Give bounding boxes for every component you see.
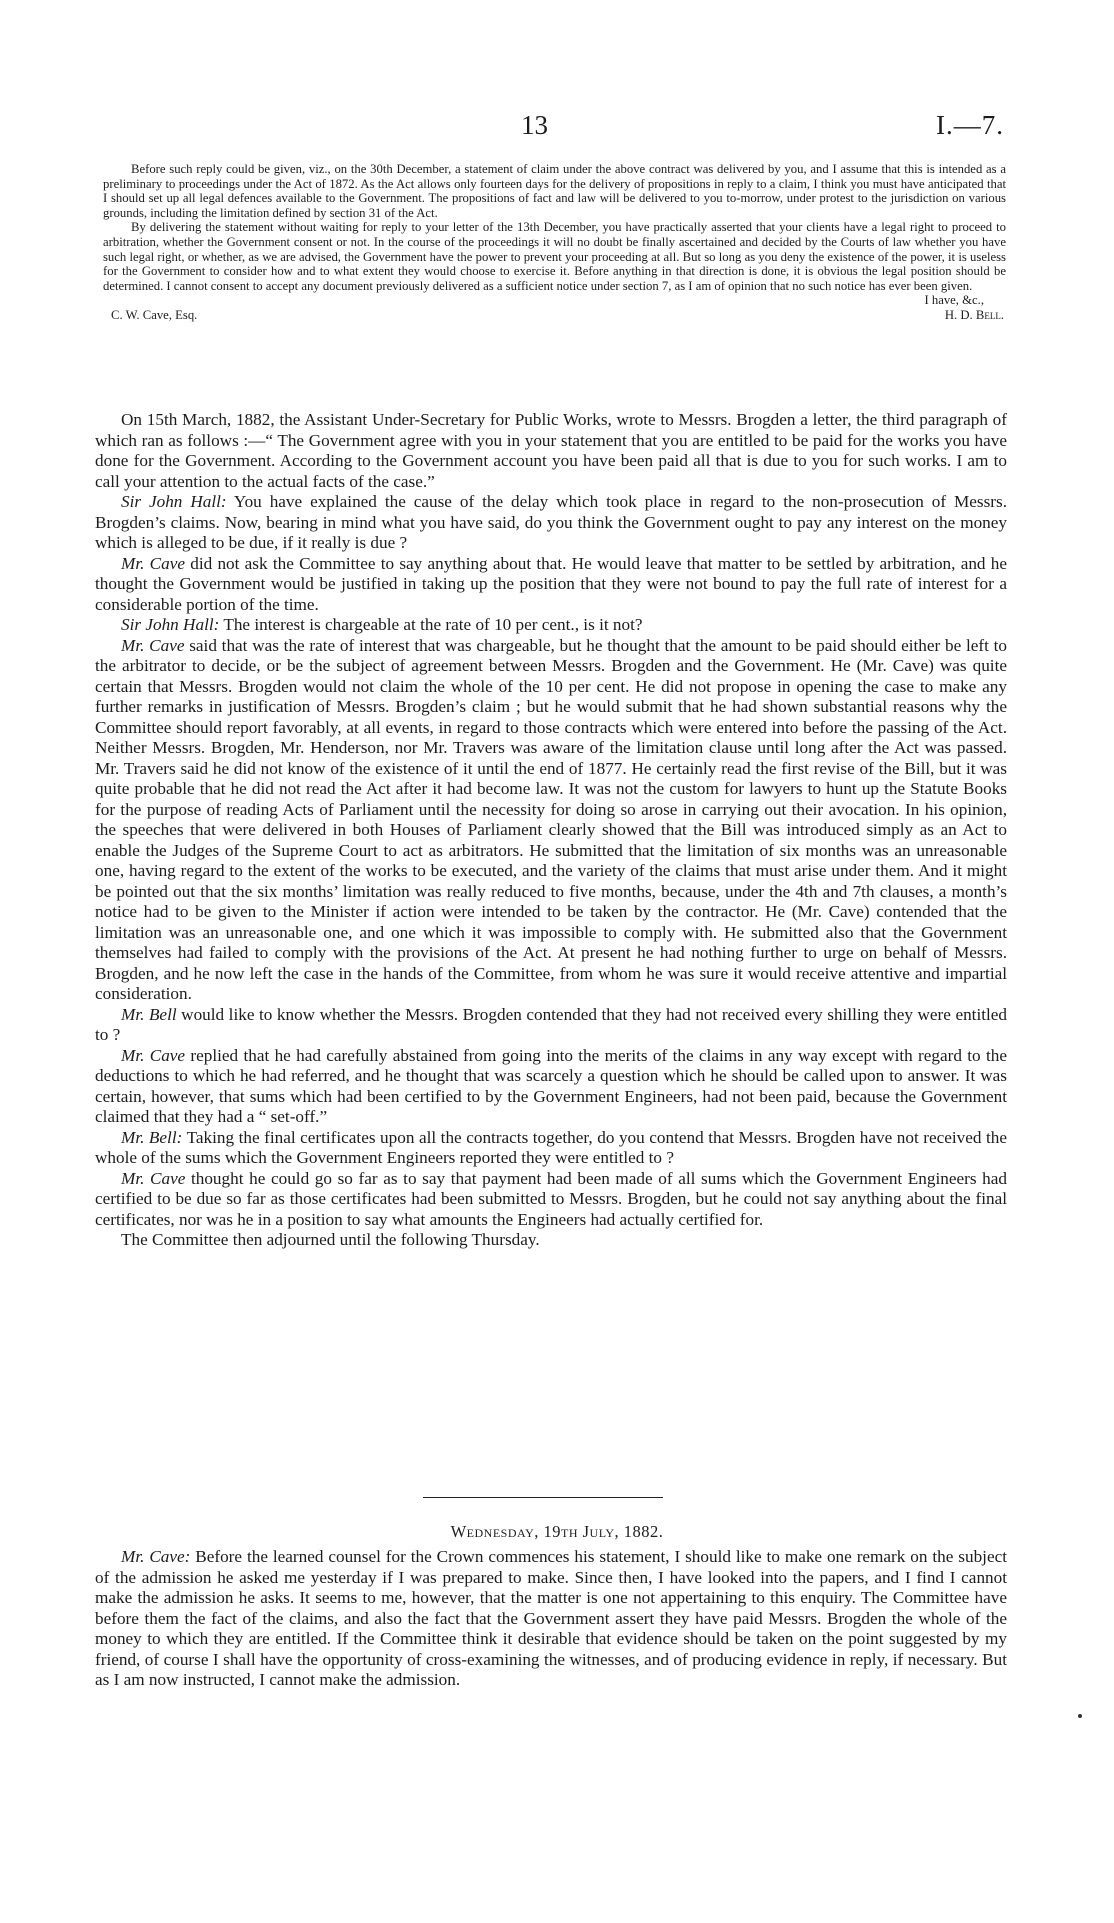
speaker: Mr. Cave (121, 553, 185, 573)
letter-closing: I have, &c., (924, 293, 984, 308)
speaker: Mr. Bell (121, 1004, 177, 1024)
letter-paragraph: Before such reply could be given, viz., on the 30th December, a statement of claim under the above contract was delivered by you, and I assume that this is intended as a preliminary to proceedings under the Act of 1872. As the Act allows only fourteen days for the delivery of propositions in reply to a claim, I think you must have anticipated that I should set up all legal defences available to the Government. The propositions of fact and law will be delivered to you to-morrow, under protest to the jurisdiction on various grounds, including the limitation defined by section 31 of the Act. (103, 162, 1006, 220)
paragraph: On 15th March, 1882, the Assistant Under-Secretary for Public Works, wrote to Messrs. Brogden a letter, the third paragraph of which ran as follows :—“ The Government agree with you in your statement that you are entitled to be paid for the works you have done for the Government. According to the Government account you have been paid all that is due to you for such works. I am to call your attention to the actual facts of the case.” (95, 410, 1007, 491)
proceedings-text (95, 410, 1007, 1251)
letter-paragraph: By delivering the statement without waiting for reply to your letter of the 13th December, you have practically asserted that your clients have a legal right to proceed to arbitration, whether the Government consent or not. In the course of the proceedings it will no doubt be finally ascertained and decided by the Courts of law whether you have such legal right, or whether, as we are advised, the Government have the power to prevent your proceeding at all. But so long as you deny the existence of the power, it is useless for the Government to consider how and to what extent they would choose to exercise it. Before anything in that direction is done, it is obvious the legal position should be determined. I cannot consent to accept any document previously delivered as a sufficient notice under section 7, as I am of opinion that no such notice has ever been given. (103, 220, 1006, 293)
paragraph: Mr. Bell would like to know whether the Messrs. Brogden contended that they had not received every shilling they were entitled to ? (95, 1004, 1008, 1044)
speaker: Mr. Cave: (121, 1547, 191, 1566)
paragraph: The Committee then adjourned until the following Thursday. (121, 1230, 540, 1249)
letter-signature-row (103, 308, 1006, 323)
speaker: Mr. Cave (121, 635, 185, 655)
page-number: 13 (521, 110, 548, 140)
section-divider (423, 1497, 663, 1498)
paragraph: Mr. Cave said that was the rate of interest that was chargeable, but he thought that the amount to be paid should either be left to the arbitrator to decide, or be the subject of agreement between Messrs. Brogden and the Government. He (Mr. Cave) was quite certain that Messrs. Brogden would not claim the whole of the 10 per cent. He did not propose in opening the case to make any further remarks in justification of Messrs. Brogden’s claim ; but he would submit that he had shown substantial reasons why the Committee should report favorably, at all events, in regard to those contracts which were entered into before the passing of the Act. Neither Messrs. Brogden, Mr. Henderson, nor Mr. Travers was aware of the limitation clause until long after the Act was passed. Mr. Travers said he did not know of the existence of it until the end of 1877. He certainly read the first revise of the Bill, but it was quite probable that he did not read the Act after it had become law. It was not the custom for lawyers to hunt up the Statute Books for the purpose of reading Acts of Parliament until the necessity for doing so arose in carrying out their avocation. In his opinion, the speeches that were delivered in both Houses of Parliament clearly showed that the Bill was introduced simply as an Act to enable the Judges of the Supreme Court to act as arbitrators. He submitted that the limitation of six months was an unreasonable one, having regard to the extent of the works to be executed, and the variety of the claims that must arise under them. And it might be pointed out that the six months’ limitation was really reduced to five months, because, under the 4th and 7th clauses, a month’s notice had to be given to the Minister if action were intended to be taken by the contractor. He (Mr. Cave) contended that the limitation was an unreasonable one, and one which it was impossible to comply with. He submitted also that the Government themselves had failed to comply with the provisions of the Act. At present he had nothing further to urge on behalf of Messrs. Brogden, and he now left the case in the hands of the Committee, from whom he was sure it would receive attentive and impartial consideration. (95, 635, 1007, 1003)
document-reference: I.—7. (936, 110, 1004, 140)
speaker: Sir John Hall: (121, 492, 227, 511)
paragraph: Mr. Cave: Before the learned counsel for the Crown commences his statement, I should like to make one remark on the subject of the admission he asked me yesterday if I was prepared to make. Since then, I have looked into the papers, and I find I cannot make the admission he asks. It seems to me, however, that the matter is one not appertaining to this enquiry. The Committee have before them the fact of the claims, and also the fact that the Government assert they have paid Messrs. Brogden the whole of the money to which they are entitled. If the Committee think it desirable that evidence should be taken on the point suggested by my friend, of course I shall have the opportunity of cross-examining the witnesses, and of producing evidence in reply, if necessary. But as I am now instructed, I cannot make the admission. (95, 1547, 1007, 1689)
letter-signature: H. D. Bell. (944, 308, 1004, 323)
speaker: Mr. Cave (121, 1168, 186, 1188)
paragraph: Mr. Bell: Taking the final certificates upon all the contracts together, do you contend that Messrs. Brogden have not received the whole of the sums which the Government Engineers reported they were entitled to ? (95, 1127, 1007, 1167)
speaker: Sir John Hall: (121, 615, 220, 634)
speaker: Mr. Cave (121, 1045, 186, 1065)
letter-closing-row (103, 293, 1006, 308)
paragraph: Mr. Cave did not ask the Committee to say anything about that. He would leave that matter to be settled by arbitration, and he thought the Government would be justified in taking up the position that they were not bound to pay the full rate of interest for a considerable portion of the time. (95, 553, 1007, 614)
letter-addressee: C. W. Cave, Esq. (111, 308, 198, 323)
paragraph: Sir John Hall: You have explained the cause of the delay which took place in regard to the non-prosecution of Messrs. Brogden’s claims. Now, bearing in mind what you have said, do you think the Government ought to pay any interest on the money which is alleged to be due, if it really is due ? (95, 492, 1007, 552)
paragraph: Mr. Cave thought he could go so far as to say that payment had been made of all sums which the Government Engineers had certified to be due so far as those certificates had been submitted to Messrs. Brogden, but he could not say anything about the final certificates, nor was he in a position to say what amounts the Engineers had actually certified for. (95, 1168, 1007, 1229)
stray-mark (1078, 1714, 1082, 1718)
speaker: Mr. Bell: (121, 1127, 183, 1147)
paragraph: Sir John Hall: The interest is chargeable at the rate of 10 per cent., is it not? (121, 615, 643, 634)
paragraph: Mr. Cave replied that he had carefully abstained from going into the merits of the claims in any way except with regard to the deductions to which he had referred, and he thought that was scarcely a question which he should be called upon to answer. It was certain, however, that sums which had been certified to by the Government Engineers, had not been paid, because the Government claimed that they had a “ set-off.” (95, 1045, 1007, 1126)
proceedings-text-continued (95, 1547, 1007, 1691)
date-heading: Wednesday, 19th July, 1882. (450, 1522, 664, 1541)
letter-excerpt (103, 162, 1006, 323)
